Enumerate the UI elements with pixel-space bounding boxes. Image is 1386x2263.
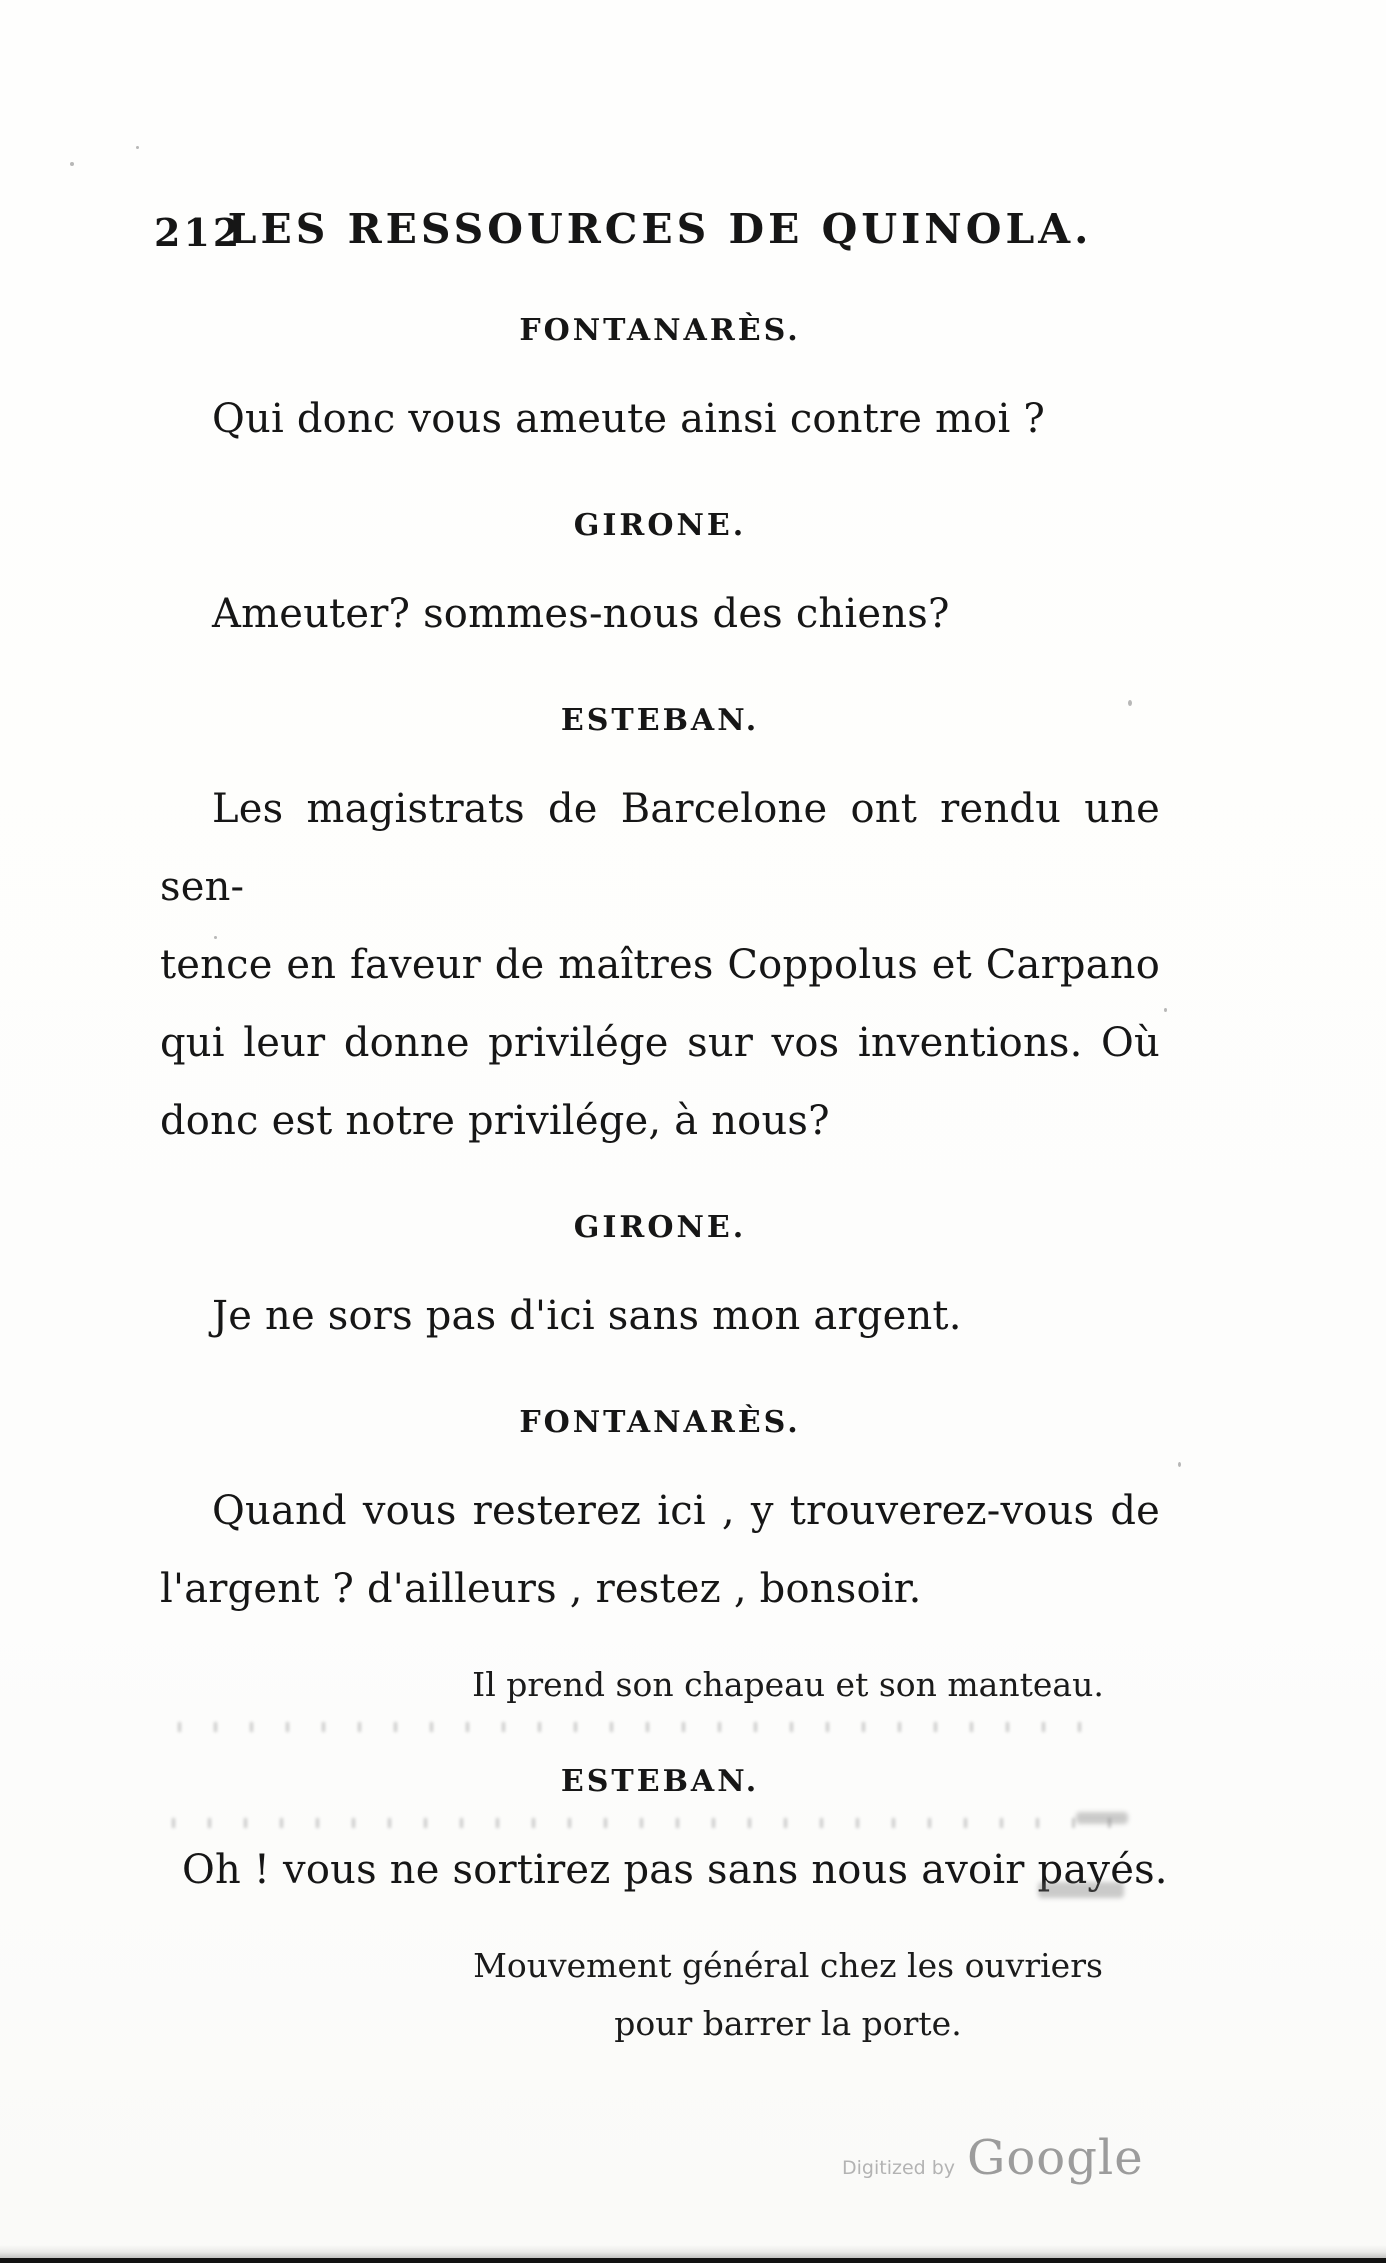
- dialogue-line: Oh ! vous ne sortirez pas sans nous avoir payés.: [182, 1847, 1168, 1893]
- dialogue-line: Qui donc vous ameute ainsi contre moi ?: [212, 396, 1046, 442]
- scan-noise-row: [172, 1818, 1132, 1828]
- dialogue-block-fontanares-1: [160, 313, 1160, 458]
- speaker-heading: ESTEBAN.: [560, 1764, 760, 1799]
- page-number: 212: [154, 210, 243, 255]
- dialogue-line: Les magistrats de Barcelone ont rendu une sen-: [160, 786, 1160, 910]
- speaker-heading: FONTANARÈS.: [519, 1405, 801, 1440]
- digitization-watermark: [842, 2130, 1144, 2186]
- scan-bottom-edge: [0, 2245, 1386, 2263]
- scan-speckle: [1164, 1008, 1167, 1012]
- dialogue-block-esteban-2: [160, 1764, 1168, 2053]
- dialogue-block-girone-2: [160, 1210, 1160, 1355]
- scan-noise-row: [178, 1722, 1108, 1732]
- dialogue-line: donc est notre privilége, à nous?: [160, 1098, 830, 1144]
- stage-direction-line: Il prend son chapeau et son manteau.: [472, 1665, 1104, 1704]
- digitized-by-label: Digitized by: [842, 2157, 956, 2179]
- page-header: [154, 205, 1160, 259]
- speaker-heading: GIRONE.: [573, 508, 747, 543]
- scan-speckle: [136, 146, 139, 149]
- dialogue-paragraph: [160, 380, 1160, 458]
- scan-speckle: [70, 162, 74, 166]
- dialogue-line: Ameuter? sommes-nous des chiens?: [212, 591, 950, 637]
- dialogue-line: qui leur donne privilége sur vos inventions. Où: [160, 1020, 1160, 1066]
- speaker-heading: GIRONE.: [573, 1210, 747, 1245]
- dialogue-block-esteban-1: [160, 703, 1160, 1160]
- scan-smudge: [1038, 1882, 1124, 1898]
- scan-smudge: [1076, 1812, 1128, 1824]
- dialogue-paragraph: [160, 575, 1160, 653]
- speaker-heading: ESTEBAN.: [560, 703, 760, 738]
- dialogue-paragraph: [160, 1472, 1160, 1628]
- scan-speckle: [1178, 1462, 1181, 1467]
- dialogue-line: l'argent ? d'ailleurs , restez , bonsoir.: [160, 1566, 922, 1612]
- stage-direction-line: Mouvement général chez les ouvriers: [473, 1946, 1103, 1985]
- scan-speckle: [1128, 700, 1132, 706]
- speaker-heading: FONTANARÈS.: [519, 313, 801, 348]
- dialogue-block-fontanares-2: [160, 1405, 1160, 1714]
- google-logo: Google: [967, 2130, 1144, 2186]
- dialogue-paragraph: [160, 1831, 1168, 1909]
- dialogue-line: Je ne sors pas d'ici sans mon argent.: [212, 1293, 962, 1339]
- dialogue-paragraph: [160, 1277, 1160, 1355]
- text-column: [154, 205, 1168, 2059]
- stage-direction-line: pour barrer la porte.: [614, 2004, 962, 2043]
- dialogue-paragraph: [160, 770, 1160, 1160]
- stage-direction: [288, 1937, 1288, 2053]
- running-title: LES RESSOURCES DE QUINOLA.: [227, 205, 1093, 253]
- scan-speckle: [214, 936, 217, 939]
- dialogue-block-girone-1: [160, 508, 1160, 653]
- dialogue-line: tence en faveur de maîtres Coppolus et Carpano: [160, 942, 1160, 988]
- stage-direction: [288, 1656, 1288, 1714]
- dialogue-line: Quand vous resterez ici , y trouverez-vous de: [212, 1488, 1160, 1534]
